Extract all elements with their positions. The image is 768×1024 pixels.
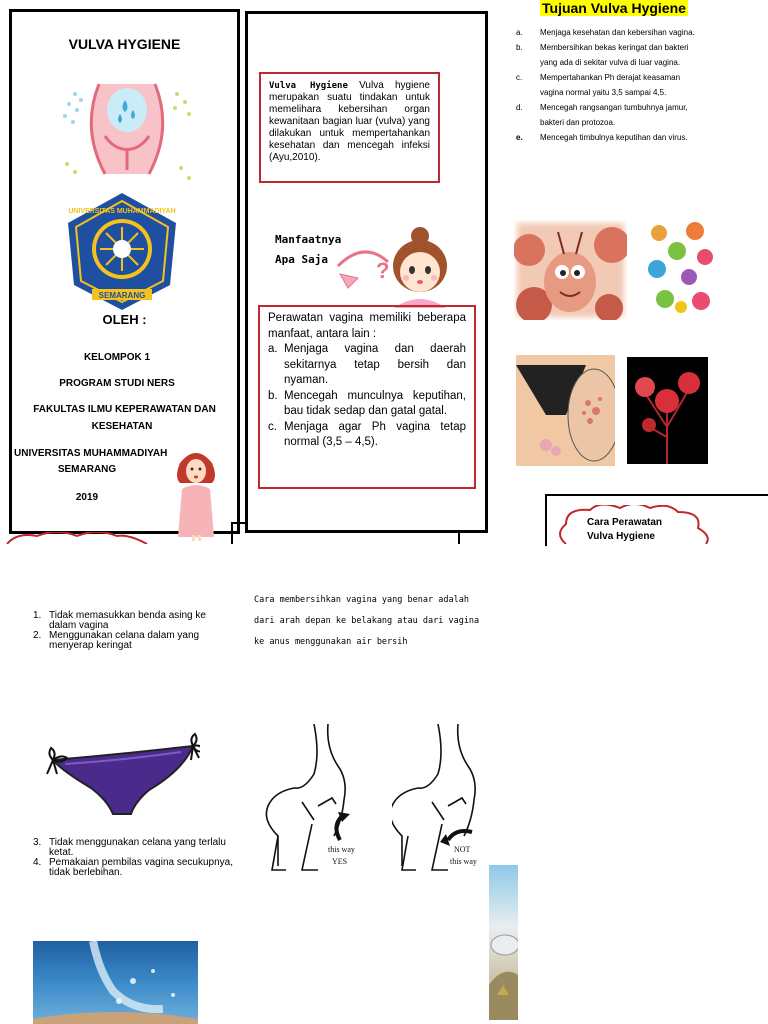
tips-list-top <box>33 611 233 651</box>
panel-connector <box>231 522 247 544</box>
university-logo <box>62 189 182 314</box>
tips-list-bottom <box>33 838 243 878</box>
svg-text:?: ? <box>376 258 390 283</box>
panel-connector-right <box>458 532 460 544</box>
goal-line: Membersihkan bekas keringat dan bakteri <box>540 43 689 52</box>
goal-item <box>516 70 766 100</box>
skin-infection-image <box>516 355 615 466</box>
faculty-line-1: FAKULTAS ILMU KEPERAWATAN DAN <box>33 404 216 415</box>
benefits-heading-line-2: Apa Saja <box>275 253 328 266</box>
care-heading-line-2: Vulva Hygiene <box>587 531 655 542</box>
goal-item <box>516 40 766 70</box>
cleaning-line: ke anus menggunakan air bersih <box>254 637 408 647</box>
bacteria-image <box>645 219 717 317</box>
goal-marker: a. <box>516 28 523 37</box>
benefit-item <box>268 420 466 451</box>
cleaning-instructions <box>254 590 479 653</box>
panties-illustration <box>45 728 200 818</box>
benefits-box <box>258 305 476 489</box>
fig-no-line-2: this way <box>450 857 477 866</box>
care-heading-line-1: Cara Perawatan <box>587 517 663 528</box>
group-name: KELOMPOK 1 <box>83 352 151 363</box>
tip-line: ketat. <box>49 847 74 858</box>
wiping-figure-correct <box>262 724 362 876</box>
goal-line: bakteri dan protozoa. <box>540 118 616 127</box>
woman-illustration <box>172 449 220 541</box>
benefit-text: Menjaga agar Ph vagina tetap normal (3,5 – 4,5). <box>284 420 466 448</box>
germ-cartoon-image <box>514 220 627 320</box>
goal-marker: b. <box>516 43 523 52</box>
tip-line: dalam vagina <box>49 620 109 631</box>
benefit-marker: b. <box>268 389 278 402</box>
vulva-illustration <box>47 74 207 192</box>
goal-line: vagina normal yaitu 3,5 sampai 4,5. <box>540 88 667 97</box>
tip-line: Tidak menggunakan celana yang terlalu <box>49 837 226 848</box>
university-line-1: UNIVERSITAS MUHAMMADIYAH <box>14 448 168 459</box>
fig-no-line-1: NOT <box>454 845 471 854</box>
goals-list <box>516 25 766 145</box>
tip-marker: 4. <box>33 857 42 868</box>
tip-item <box>33 631 233 651</box>
water-splash-image <box>33 941 198 1024</box>
goal-item <box>516 130 766 145</box>
definition-box <box>259 72 440 183</box>
definition-text: Vulva hygiene merupakan suatu tindakan untuk memelihara kebersihan organ kewanitaan bagian luar (vulva) yang dilakukan untuk mempertahankan kesehatan dan mencegah infeksi (Ayu,2010). <box>269 80 430 163</box>
tip-marker: 2. <box>33 630 42 641</box>
girl-question-illustration <box>336 226 454 308</box>
benefit-marker: a. <box>268 343 278 355</box>
tip-item <box>33 858 243 878</box>
benefit-item <box>268 342 466 389</box>
goal-line: Menjaga kesehatan dan kebersihan vagina. <box>540 28 695 37</box>
goal-marker: e. <box>516 133 523 142</box>
author-label: OLEH : <box>102 312 147 327</box>
tip-marker: 3. <box>33 837 42 848</box>
benefit-marker: c. <box>268 420 277 433</box>
goal-marker: c. <box>516 73 523 82</box>
logo-ring-text: UNIVERSITAS MUHAMMADIYAH <box>68 208 176 215</box>
goal-line: yang ada di sekitar vulva di luar vagina. <box>540 58 681 67</box>
goal-item <box>516 25 766 40</box>
fungus-image <box>627 357 708 464</box>
benefits-heading-line-1: Manfaatnya <box>275 233 342 246</box>
toilet-image <box>489 865 518 1020</box>
definition-term: Vulva Hygiene <box>269 81 348 91</box>
cleaning-line: dari arah depan ke belakang atau dari vagina <box>254 616 480 626</box>
wiping-figure-incorrect <box>392 724 492 876</box>
goal-item <box>516 100 766 130</box>
university-line-2: SEMARANG <box>57 464 117 475</box>
fig-yes-line-2: YES <box>332 857 348 866</box>
tip-item <box>33 838 243 858</box>
fig-yes-line-1: this way <box>328 845 355 854</box>
goal-line: Mempertahankan Ph derajat keasaman <box>540 73 681 82</box>
year: 2019 <box>75 492 99 503</box>
cover-title: VULVA HYGIENE <box>68 36 181 52</box>
benefit-text: Mencegah munculnya keputihan, bau tidak sedap dan gatal gatal. <box>284 389 466 417</box>
benefit-text: Menjaga vagina dan daerah sekitarnya tetap bersih dan nyaman. <box>284 343 466 386</box>
tip-marker: 1. <box>33 610 42 621</box>
tip-line: Tidak memasukkan benda asing ke <box>49 610 206 621</box>
goals-title: Tujuan Vulva Hygiene <box>542 0 686 16</box>
tip-line: Menggunakan celana dalam yang <box>49 630 200 641</box>
cover-panel <box>9 9 240 534</box>
tip-line: tidak berlebihan. <box>49 867 123 878</box>
tip-item <box>33 611 233 631</box>
goal-marker: d. <box>516 103 523 112</box>
cloud-shape <box>5 532 155 544</box>
benefit-item <box>268 389 466 420</box>
goal-line: Mencegah timbulnya keputihan dan virus. <box>540 133 688 142</box>
goal-line: Mencegah rangsangan tumbuhnya jamur, <box>540 103 688 112</box>
logo-bottom-text: SEMARANG <box>98 291 146 300</box>
tip-line: Pemakaian pembilas vagina secukupnya, <box>49 857 233 868</box>
study-program: PROGRAM STUDI NERS <box>59 378 175 389</box>
tip-line: menyerap keringat <box>49 640 132 651</box>
cleaning-line: Cara membersihkan vagina yang benar adalah <box>254 595 469 605</box>
faculty-line-2: KESEHATAN <box>91 421 153 432</box>
benefits-intro: Perawatan vagina memiliki beberapa manfaat, antara lain : <box>268 312 466 340</box>
